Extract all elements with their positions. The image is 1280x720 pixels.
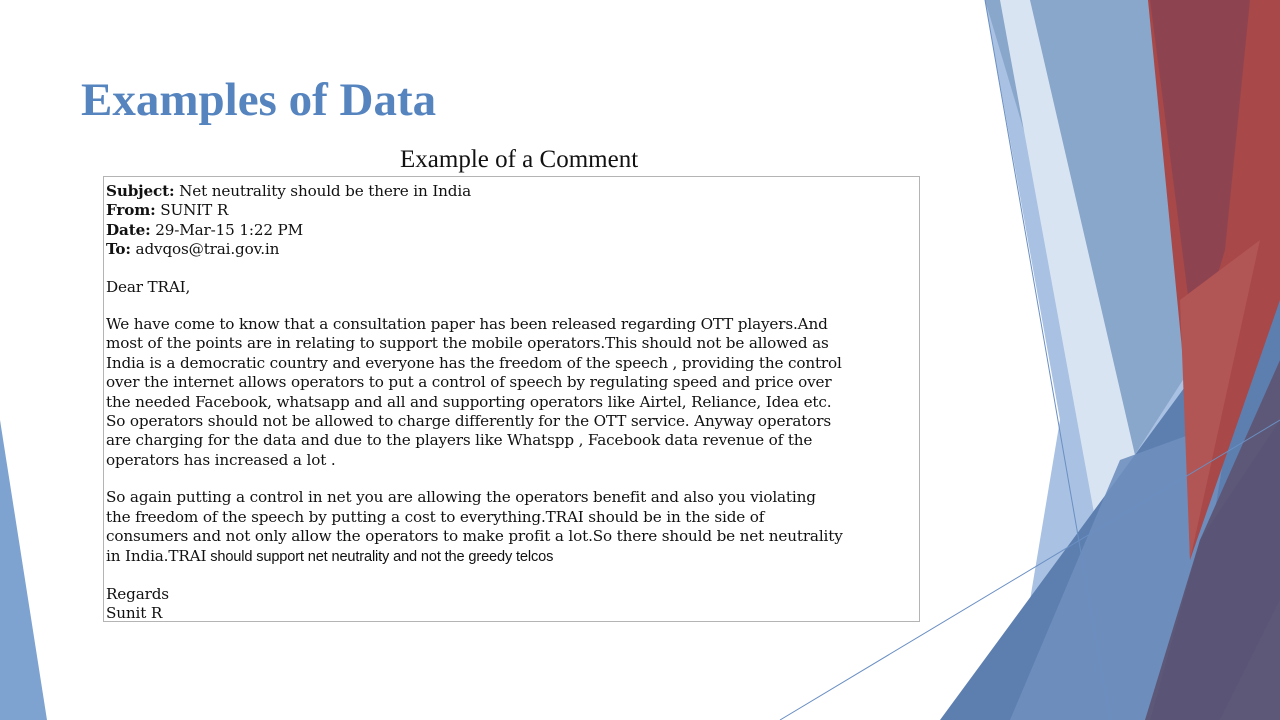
figure-caption: Example of a Comment xyxy=(400,146,639,173)
slide-title: Examples of Data xyxy=(81,74,437,126)
email-body-line: consumers and not only allow the operators to make profit a lot.So there should be net neutrality xyxy=(106,527,843,546)
email-body-sans-part: should support net neutrality and not the greedy telcos xyxy=(206,548,554,565)
email-header-from xyxy=(106,201,917,220)
email-body-line: the needed Facebook, whatsapp and all and supporting operators like Airtel, Reliance, Idea etc. xyxy=(106,392,832,411)
email-header-to xyxy=(106,240,917,259)
email-body-line: operators has increased a lot . xyxy=(106,450,336,469)
email-body-line: So operators should not be allowed to charge differently for the OTT service. Anyway operators xyxy=(106,412,832,431)
email-signature: Sunit R xyxy=(106,604,163,622)
email-body-line: We have come to know that a consultation paper has been released regarding OTT players.And xyxy=(106,315,828,334)
email-header-subject xyxy=(106,182,917,201)
email-body-line: So again putting a control in net you are allowing the operators benefit and also you violating xyxy=(106,488,816,507)
header-label: To: xyxy=(106,240,131,259)
header-label: Subject: xyxy=(106,182,175,200)
email-closing: Regards xyxy=(106,584,169,603)
header-value: SUNIT R xyxy=(160,201,229,220)
email-body-line: most of the points are in relating to support the mobile operators.This should not be allowed as xyxy=(106,334,829,353)
email-body-line-mixed xyxy=(106,547,917,567)
left-edge-shape xyxy=(0,420,47,720)
email-body-line: India is a democratic country and everyone has the freedom of the speech , providing the control xyxy=(106,353,842,372)
email-body-serif-part: in India.TRAI xyxy=(106,546,207,565)
header-value: advqos@trai.gov.in xyxy=(135,240,280,259)
email-body-line: the freedom of the speech by putting a cost to everything.TRAI should be in the side of xyxy=(106,507,765,526)
email-screenshot xyxy=(103,176,920,622)
email-header-date xyxy=(106,221,917,240)
header-value: 29-Mar-15 1:22 PM xyxy=(155,220,303,239)
email-greeting: Dear TRAI, xyxy=(106,277,191,296)
header-label: From: xyxy=(106,201,156,220)
email-body-line: over the internet allows operators to put a control of speech by regulating speed and price over xyxy=(106,373,832,392)
header-label: Date: xyxy=(106,220,151,239)
header-value: Net neutrality should be there in India xyxy=(179,182,471,200)
email-body-line: are charging for the data and due to the players like Whatspp , Facebook data revenue of the xyxy=(106,431,813,450)
